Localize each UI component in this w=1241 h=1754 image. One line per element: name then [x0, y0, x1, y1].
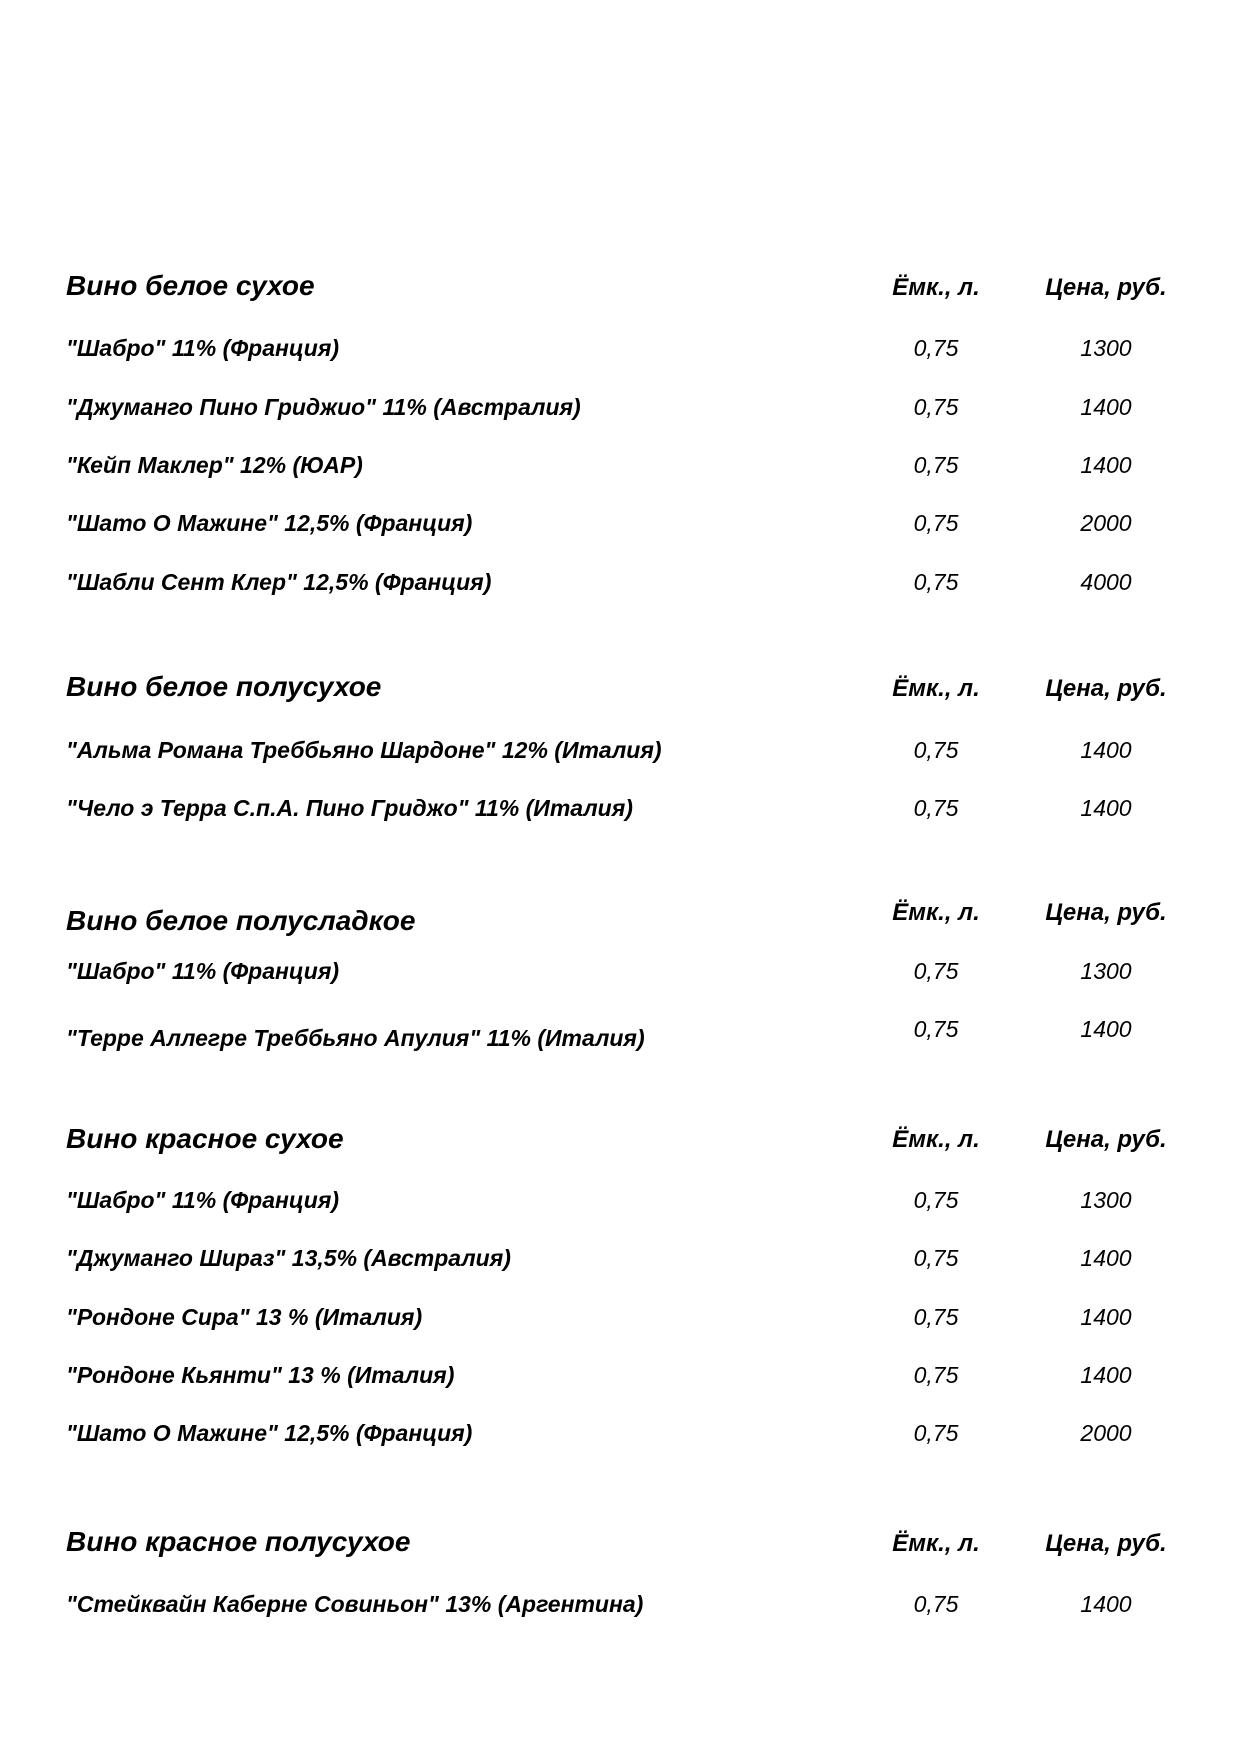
price-column-header: Цена, руб.	[1045, 675, 1167, 702]
wine-price: 1400	[1080, 1245, 1132, 1271]
section-title: Вино красное полусухое	[66, 1526, 411, 1557]
wine-volume: 0,75	[913, 452, 959, 478]
wine-volume: 0,75	[913, 1304, 959, 1330]
wine-price: 1400	[1080, 1016, 1132, 1042]
wine-name: "Кейп Маклер" 12% (ЮАР)	[66, 452, 363, 478]
wine-name: "Терре Аллегре Треббьяно Апулия" 11% (Италия)	[66, 1025, 645, 1051]
price-column-header: Цена, руб.	[1045, 1126, 1167, 1153]
section-title: Вино белое сухое	[66, 270, 315, 301]
wine-name: "Джуманго Шираз" 13,5% (Австралия)	[66, 1245, 511, 1271]
wine-name: "Шато О Мажине" 12,5% (Франция)	[66, 1420, 473, 1446]
wine-volume: 0,75	[913, 737, 959, 763]
wine-volume: 0,75	[913, 569, 959, 595]
wine-price: 2000	[1080, 1420, 1132, 1446]
wine-volume: 0,75	[913, 795, 959, 821]
wine-volume: 0,75	[913, 958, 959, 984]
price-column-header: Цена, руб.	[1045, 274, 1167, 301]
wine-price: 2000	[1080, 510, 1132, 536]
wine-price: 1400	[1080, 1304, 1132, 1330]
wine-name: "Рондоне Сира" 13 % (Италия)	[66, 1304, 423, 1330]
wine-name: "Шато О Мажине" 12,5% (Франция)	[66, 510, 473, 536]
volume-column-header: Ёмк., л.	[892, 675, 980, 702]
wine-name: "Шабро" 11% (Франция)	[66, 1187, 340, 1213]
wine-volume: 0,75	[913, 1362, 959, 1388]
wine-name: "Шабро" 11% (Франция)	[66, 958, 340, 984]
wine-name: "Рондоне Кьянти" 13 % (Италия)	[66, 1362, 455, 1388]
wine-name: "Стейквайн Каберне Совиньон" 13% (Аргентина)	[66, 1591, 644, 1617]
volume-column-header: Ёмк., л.	[892, 274, 980, 301]
wine-price: 1400	[1080, 394, 1132, 420]
wine-price: 1300	[1080, 335, 1132, 361]
volume-column-header: Ёмк., л.	[892, 1126, 980, 1153]
wine-price: 1400	[1080, 1362, 1132, 1388]
volume-column-header: Ёмк., л.	[892, 1530, 980, 1557]
wine-volume: 0,75	[913, 510, 959, 536]
section-title: Вино красное сухое	[66, 1123, 344, 1154]
wine-volume: 0,75	[913, 394, 959, 420]
volume-column-header: Ёмк., л.	[892, 899, 980, 926]
wine-name: "Чело э Терра С.п.А. Пино Гриджо" 11% (Италия)	[66, 795, 633, 821]
wine-price: 1300	[1080, 1187, 1132, 1213]
wine-volume: 0,75	[913, 1420, 959, 1446]
wine-price: 1400	[1080, 1591, 1132, 1617]
wine-name: "Альма Романа Треббьяно Шардоне" 12% (Италия)	[66, 737, 662, 763]
wine-volume: 0,75	[913, 335, 959, 361]
wine-volume: 0,75	[913, 1591, 959, 1617]
wine-name: "Джуманго Пино Гриджио" 11% (Австралия)	[66, 394, 581, 420]
wine-name: "Шабли Сент Клер" 12,5% (Франция)	[66, 569, 492, 595]
wine-volume: 0,75	[913, 1016, 959, 1042]
price-column-header: Цена, руб.	[1045, 899, 1167, 926]
section-title: Вино белое полусладкое	[66, 905, 416, 936]
section-title: Вино белое полусухое	[66, 671, 382, 702]
wine-volume: 0,75	[913, 1245, 959, 1271]
wine-price: 1300	[1080, 958, 1132, 984]
wine-name: "Шабро" 11% (Франция)	[66, 335, 340, 361]
wine-price: 1400	[1080, 452, 1132, 478]
wine-price: 1400	[1080, 795, 1132, 821]
wine-price: 4000	[1080, 569, 1132, 595]
wine-price: 1400	[1080, 737, 1132, 763]
price-column-header: Цена, руб.	[1045, 1530, 1167, 1557]
wine-volume: 0,75	[913, 1187, 959, 1213]
